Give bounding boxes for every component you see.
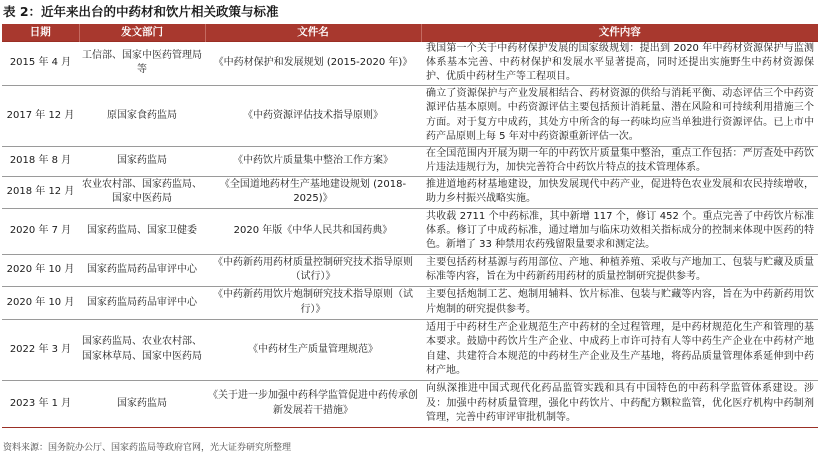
cell-date: 2015 年 4 月 (2, 42, 79, 86)
cell-doc: 2020 年版《中华人民共和国药典》 (205, 208, 421, 254)
cell-dept: 国家药监局 (79, 380, 205, 427)
cell-date: 2018 年 12 月 (2, 176, 79, 208)
cell-content: 推进道地药材基地建设，加快发展现代中药产业，促进特色农业发展和农民持续增收，助力乡村振兴战略实施。 (421, 176, 818, 208)
cell-content: 适用于中药材生产企业规范生产中药材的全过程管理，是中药材规范化生产和管理的基本要求。鼓励中药饮片生产企业、中成药上市许可持有人等中药生产企业在中药材产地自建、共建符合本规范的中药材生产企业及生产基地，将药品质量管理体系延伸到中药材产地。 (421, 319, 818, 380)
cell-doc: 《中药材生产质量管理规范》 (205, 319, 421, 380)
cell-content: 向纵深推进中国式现代化药品监管实践和具有中国特色的中药科学监管体系建设。涉及：加强中药材质量管理，强化中药饮片、中药配方颗粒监管，优化医疗机构中药制剂管理，完善中药审评审批机制等。 (421, 380, 818, 427)
table-header (2, 24, 818, 42)
table-row (2, 146, 818, 176)
cell-content: 确立了资源保护与产业发展相结合、药材资源的供给与消耗平衡、动态评估三个中药资源评估基本原则。中药资源评估主要包括预计消耗量、潜在风险和可持续利用措施三个方面。对于复方中成药，其处方中所含的每一药味均应当单独进行资源评估。已上市中药产品原则上每 5 年对中药资源重新评估一次。 (421, 85, 818, 146)
source-note: 资料来源：国务院办公厅、国家药监局等政府官网，光大证券研究所整理 (3, 443, 292, 453)
table-body (2, 42, 818, 428)
cell-date: 2018 年 8 月 (2, 146, 79, 176)
header-dept: 发文部门 (79, 24, 205, 42)
cell-date: 2020 年 10 月 (2, 286, 79, 319)
cell-date: 2017 年 12 月 (2, 85, 79, 146)
header-content: 文件内容 (421, 24, 818, 42)
cell-doc: 《全国道地药材生产基地建设规划 (2018-2025)》 (205, 176, 421, 208)
cell-dept: 原国家食药监局 (79, 85, 205, 146)
cell-dept: 农业农村部、国家药监局、国家中医药局 (79, 176, 205, 208)
table-title: 表 2：近年来出台的中药材和饮片相关政策与标准 (3, 4, 279, 19)
table-row (2, 380, 818, 427)
cell-dept: 国家药监局、国家卫健委 (79, 208, 205, 254)
table-row (2, 286, 818, 319)
cell-doc: 《关于进一步加强中药科学监管促进中药传承创新发展若干措施》 (205, 380, 421, 427)
table-row (2, 254, 818, 286)
table-row (2, 208, 818, 254)
table-row (2, 319, 818, 380)
cell-dept: 工信部、国家中医药管理局等 (79, 42, 205, 86)
cell-content: 在全国范围内开展为期一年的中药饮片质量集中整治，重点工作包括：严厉查处中药饮片违法违规行为，加快完善符合中药饮片特点的技术管理体系。 (421, 146, 818, 176)
table-row (2, 42, 818, 86)
cell-date: 2022 年 3 月 (2, 319, 79, 380)
cell-doc: 《中药新药用药材质量控制研究技术指导原则（试行）》 (205, 254, 421, 286)
header-row (2, 24, 818, 42)
cell-date: 2020 年 7 月 (2, 208, 79, 254)
cell-doc: 《中药饮片质量集中整治工作方案》 (205, 146, 421, 176)
cell-dept: 国家药监局、农业农村部、国家林草局、国家中医药局 (79, 319, 205, 380)
cell-doc: 《中药材保护和发展规划 (2015-2020 年)》 (205, 42, 421, 86)
cell-date: 2020 年 10 月 (2, 254, 79, 286)
cell-content: 共收载 2711 个中药标准，其中新增 117 个，修订 452 个。重点完善了中药饮片标准体系。修订了中成药标准，通过增加与临床功效相关指标成分的控制来体现中医药的特色。新增了 33 种禁用农药残留限量要求和测定法。 (421, 208, 818, 254)
cell-date: 2023 年 1 月 (2, 380, 79, 427)
cell-content: 主要包括炮制工艺、炮制用辅料、饮片标准、包装与贮藏等内容，旨在为中药新药用饮片炮制的研究提供参考。 (421, 286, 818, 319)
cell-doc: 《中药新药用饮片炮制研究技术指导原则（试行）》 (205, 286, 421, 319)
cell-doc: 《中药资源评估技术指导原则》 (205, 85, 421, 146)
table-row (2, 85, 818, 146)
cell-dept: 国家药监局 (79, 146, 205, 176)
cell-dept: 国家药监局药品审评中心 (79, 286, 205, 319)
policy-table (2, 24, 818, 428)
cell-dept: 国家药监局药品审评中心 (79, 254, 205, 286)
header-doc: 文件名 (205, 24, 421, 42)
cell-content: 主要包括药材基源与药用部位、产地、种植养殖、采收与产地加工、包装与贮藏及质量标准等内容，旨在为中药新药用药材的质量控制研究提供参考。 (421, 254, 818, 286)
table-row (2, 176, 818, 208)
header-date: 日期 (2, 24, 79, 42)
cell-content: 我国第一个关于中药材保护发展的国家级规划：提出到 2020 年中药材资源保护与监测体系基本完善、中药材保护和发展水平显著提高，同时还提出实施野生中药材资源保护、优质中药材生产等工程项目。 (421, 42, 818, 86)
